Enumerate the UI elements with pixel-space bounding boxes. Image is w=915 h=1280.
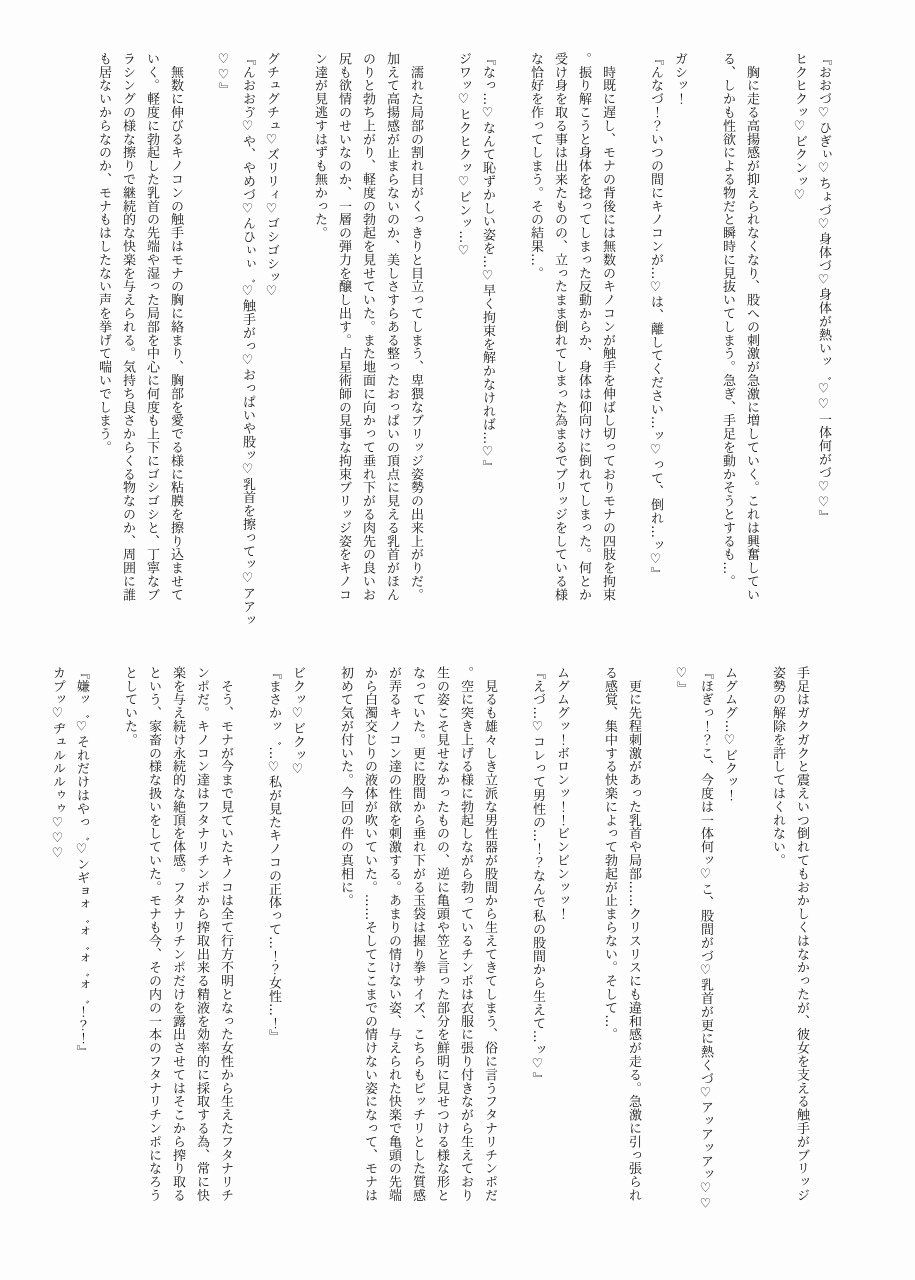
text-column: カプッ♡ヂュルルルゥゥ♡♡♡ (50, 666, 65, 862)
blank-column (237, 666, 261, 1246)
text-column: 尻も欲情のせいなのか、一層の弾力を醸し出す。占星術師の見事な拘束ブリッジ姿をキノコ (336, 52, 351, 602)
text-column: なっていた。更に股間から垂れ下がる玉袋は握り拳サイズ、こちらもピッチリとした質感 (410, 666, 425, 1202)
text-column: という、家畜の様な扱いをしていた。モナも今、その内の一本のフタナリチンポになろう (146, 666, 161, 1202)
blank-column (691, 52, 715, 638)
text-column: 『おおづ♡ひぎぃ♡ちょづ♡身体づ♡身体が熱いッ゛♡♡一体何がづ♡♡』 (816, 52, 831, 524)
blank-column (501, 666, 525, 1246)
text-column: る感覚、集中する快楽によって勃起が止まらない。そして…。 (602, 666, 617, 1042)
text-column: そう、モナが今まで見ていたキノコは全て行方不明となった女性から生えたフタナリチ (218, 666, 233, 1202)
blank-column (427, 52, 451, 638)
text-column: 見るも雄々しき立派な男性器が股間から生えてきてしまう、俗に言うフタナリチンポだ (482, 666, 497, 1202)
text-column: 生の姿こそ見せなかったものの、逆に亀頭や笠と言った部分を鮮明に見せつける様な形と (434, 666, 449, 1202)
text-column: ♡♡』 (216, 52, 231, 97)
blank-column (741, 666, 765, 1246)
text-column: 『んおおゔ♡や、やめづ♡んひぃぃ゛♡触手がっ♡おっぱいや股ッ♡乳首を擦ってッ♡アアッ (240, 52, 255, 627)
text-column: ムグムグッ！ボロンッ！！ビンビンッッ！ (554, 666, 569, 921)
text-column: 初めて気が付いた。今回の件の真相に。 (338, 666, 353, 908)
text-column: 『まさかッ゛…♡私が見たキノコの正体って…！？女性…！』 (266, 666, 281, 1044)
text-column: 胸に走る高揚感が抑えられなくなり、股への刺激が急激に増していく。これは興奮してい (744, 52, 759, 602)
text-column: 『んなづ！？いつの間にキノコンが…♡は、離してください…ッ♡って、倒れ…ッ♡』 (648, 52, 663, 581)
text-column: 。空に突き上げる様に勃起しながら勃っているチンポは衣服に張り付きながら生えており (458, 666, 473, 1202)
text-column: ラシングの様な擦りで継続的な快楽を与えられる。気持ち良さからくる物なのか、周囲に誰 (120, 52, 135, 602)
blank-column (309, 666, 333, 1246)
text-column: ン達が見逃すはずも無かった。 (312, 52, 327, 240)
text-column: グチュグチュ♡ズリリィ♡ゴシゴシッ♡ (264, 52, 279, 300)
text-column: いく。軽度に勃起した乳首の先端や湿った局部を中心に何度も上下にゴシゴシと、丁寧なブ (144, 52, 159, 602)
text-block-bottom (45, 666, 813, 1246)
text-column: ♡』 (674, 666, 689, 695)
text-column: 『嫌ッ゛♡それだけはやっ゛♡ンギョォ゛ォ゛ォ゛ォ゛！？！』 (74, 666, 89, 1059)
text-column: ジワッ♡ヒクヒクッ♡ビンッ…♡ (456, 52, 471, 259)
blank-column (499, 52, 523, 638)
text-column: 時既に遅し、モナの背後には無数のキノコンが触手を伸ばし切っておりモナの四肢を拘束 (600, 52, 615, 602)
text-column: 無数に伸びるキノコンの触手はモナの胸に絡まり、胸部を愛でる様に粘膜を擦り込ませて (168, 52, 183, 602)
text-column: 『えづ…♡コレって男性の…！？なんで私の股間から生えて…ッ♡』 (530, 666, 545, 1086)
text-block-top (91, 52, 835, 638)
text-column: 『なっ…♡なんて恥ずかしい姿を…♡早く拘束を解かなければ…♡』 (480, 52, 495, 474)
text-column: としていた。 (122, 666, 137, 747)
text-column: 濡れた局部の割れ目がくっきりと目立ってしまう、卑猥なブリッジ姿勢の出来上がりだ。 (408, 52, 423, 602)
text-column: から白濁交じりの液体が吹いていた。……そしてここまでの情けない姿になって、モナは (362, 666, 377, 1202)
text-column: 『ほぎっ！？こ、今度は一体何ッ♡こ、股間がづ♡乳首が更に熱くづ♡アッアッアッ♡♡ (698, 666, 713, 1212)
text-column: 。振り解こうと身体を捻ってしまった反動からか、身体は仰向けに倒れてしまった。何とか (576, 52, 591, 602)
blank-column (763, 52, 787, 638)
blank-column (283, 52, 307, 638)
text-column: ビクッ♡ビクッ♡ (290, 666, 305, 778)
text-column: 受け身を取る事は出来たものの、立ったまま倒れてしまった為まるでブリッジをしている様 (552, 52, 567, 602)
text-column: も居ないからなのか、モナもはしたない声を挙げて喘いでしまう。 (96, 52, 111, 454)
text-column: な恰好を作ってしまう。その結果…。 (528, 52, 543, 280)
text-column: 姿勢の解除を許してはくれない。 (770, 666, 785, 867)
text-column: のりと勃ち上がり、軽度の勃起を見せていた。また地面に向かって垂れ下がる肉先の良いお (360, 52, 375, 602)
blank-column (573, 666, 597, 1246)
blank-column (187, 52, 211, 638)
text-column: 加えて高揚感が止まらないのか、美しさすらある整ったおっぱいの頂点に見える乳首がほん (384, 52, 399, 602)
text-column: ンポだ。キノコン達はフタナリチンポから搾取出来る精液を効率的に採取する為、常に快 (194, 666, 209, 1202)
text-column: ムグムグ…♡ビクッ！ (722, 666, 737, 802)
text-column: ガシッ！ (672, 52, 687, 106)
blank-column (93, 666, 117, 1246)
blank-column (645, 666, 669, 1246)
text-column: が弄るキノコン達の性欲を刺激する。あまりの情けない姿、与えられた快楽で亀頭の先端 (386, 666, 401, 1202)
blank-column (619, 52, 643, 638)
text-column: 楽を与え続け永続的な絶頂を体感。フタナリチンポだけを露出させてはそこから搾り取る (170, 666, 185, 1202)
text-column: る、しかも性欲による物だと瞬時に見抜いてしまう。急ぎ、手足を動かそうとするも…。 (720, 52, 735, 588)
text-column: 更に先程刺激があった乳首や局部……クリスリスにも違和感が走る。急激に引っ張られ (626, 666, 641, 1202)
text-column: ヒクヒクッ♡ビクンッ♡ (792, 52, 807, 204)
text-column: 手足はガクガクと震えいつ倒れてもおかしくはなかったが、彼女を支える触手がブリッジ (794, 666, 809, 1202)
